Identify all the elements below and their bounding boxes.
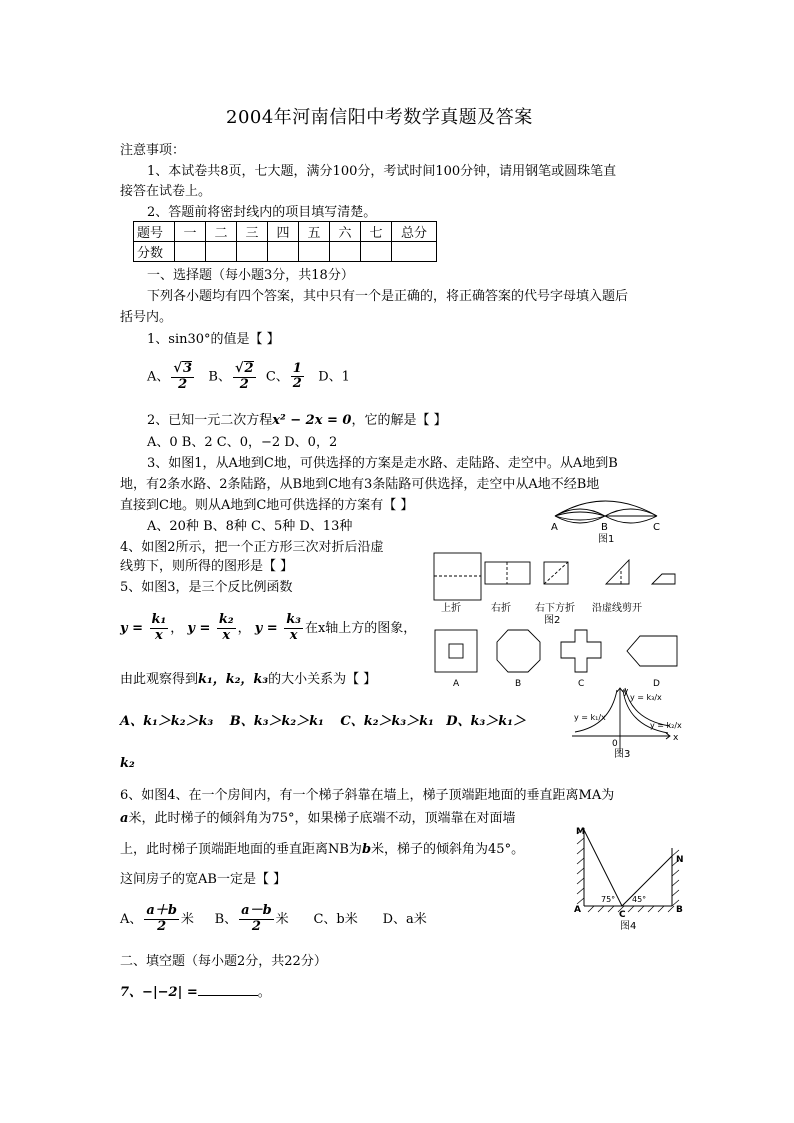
q3-line-1: 3、如图1，从A地到C地，可供选择的方案是走水路、走陆路、走空中。从A地到B — [147, 456, 618, 471]
option-c-shape — [561, 630, 601, 672]
q6-option-a-fraction — [144, 904, 179, 935]
route-path — [555, 516, 605, 523]
page-title: 2004年河南信阳中考数学真题及答案 — [226, 107, 533, 128]
q7-stem: 7、−|−2| = — [120, 985, 198, 1000]
q3-line-3: 直接到C地。则从A地到C地可供选择的方案有【 】 — [120, 498, 414, 513]
q5-line-1: 5、如图3，是三个反比例函数 — [120, 580, 293, 595]
fig1-caption: 图1 — [598, 534, 615, 545]
q4-line-1: 4、如图2所示，把一个正方形三次对折后沿虚 — [120, 540, 384, 555]
q5-fraction-k2 — [217, 613, 236, 644]
table-cell: 分数 — [134, 242, 175, 262]
fig4-caption: 图4 — [620, 921, 637, 932]
q6-line-1: 6、如图4、在一个房间内，有一个梯子斜靠在墙上，梯子顶端距地面的垂直距离MA为 — [120, 788, 615, 803]
fig2-option-d-label: D — [653, 679, 660, 689]
fig3-y-axis-label: y — [623, 687, 629, 697]
curve-k1 — [575, 690, 617, 732]
fig3-caption: 图3 — [614, 749, 631, 760]
q1-option-b-fraction: $\frac{√2}{2}$ — [234, 361, 254, 392]
fig2-option-c-label: C — [578, 679, 585, 689]
fig3-origin-label: 0 — [612, 739, 618, 749]
q6-b-denominator: 2 — [251, 918, 261, 934]
fig4-label-n: N — [676, 855, 684, 865]
q5-fraction-k1 — [150, 613, 169, 644]
q6-b-numerator: a－b — [241, 903, 272, 918]
q5-y1: y — [120, 620, 128, 636]
q1-option-a-label: A、 — [147, 369, 170, 385]
q7-end: 。 — [257, 985, 271, 1000]
q6-a-denominator: 2 — [157, 918, 167, 934]
section-1-heading: 一、选择题（每小题3分，共18分） — [147, 268, 354, 283]
q5-above-text: 在x轴上方的图象， — [304, 620, 417, 636]
option-b-shape — [497, 630, 540, 672]
fig2-step-3-label: 右下方折 — [535, 603, 575, 614]
section-1-instruction-2: 括号内。 — [120, 310, 173, 325]
route-path — [555, 501, 657, 516]
q6-line-2-text: 米，此时梯子的倾斜角为75°，如果梯子底端不动，顶端靠在对面墙 — [128, 811, 516, 826]
table-cell: 总分 — [392, 222, 437, 242]
q5-k3: k₃ — [286, 612, 301, 627]
q5-functions: y = $\frac{\text{k₁}}{x}$ ， y = $\frac{\text{k₂}}{x}$ ， y = $\frac{\text{k₃}}{x}$ 在x轴上方的图象， — [120, 612, 417, 643]
score-table — [133, 221, 437, 262]
fig1-label-b: B — [601, 522, 608, 533]
fig4-label-c: C — [619, 910, 626, 920]
q2-stem — [147, 414, 447, 427]
score-input-cell[interactable] — [299, 242, 330, 262]
q6-line-3-start: 上，此时梯子顶端距地面的垂直距离NB为 — [120, 842, 362, 857]
q6-a: a — [120, 811, 129, 826]
q1-options — [147, 361, 350, 393]
q1-option-c-label: C、 — [265, 369, 289, 385]
q5-k2: k₂ — [218, 612, 234, 627]
fig4-label-a: A — [574, 905, 581, 915]
q5-option-d-tail: k₂ — [120, 756, 135, 771]
q6-b: b — [361, 842, 372, 857]
q5-k1: k₁ — [151, 612, 167, 627]
fig4-angle-45: 45° — [632, 895, 647, 904]
q6-option-b-unit: 米 — [275, 911, 289, 927]
fig1-label-a: A — [551, 522, 558, 533]
q5-option-a: A、k₁＞k₂＞k₃ — [120, 714, 214, 729]
cut-result-shape — [652, 574, 675, 584]
q3-options: A、20种 B、8种 C、5种 D、13种 — [147, 519, 353, 534]
q6-line-3-end: 米，梯子的倾斜角为45°。 — [371, 842, 525, 857]
q5-line-3-end: 的大小关系为【 】 — [268, 672, 377, 687]
score-input-cell[interactable] — [175, 242, 206, 262]
q4-line-2: 线剪下，则所得的图形是【 】 — [120, 559, 294, 574]
figure-3 — [570, 684, 698, 760]
note-1-line-2: 接答在试卷上。 — [120, 184, 212, 199]
q5-option-b: B、k₃＞k₂＞k₁ — [229, 714, 324, 729]
q5-y2: y — [187, 620, 195, 636]
fig2-option-b-label: B — [515, 679, 522, 689]
fig3-label-y2: y = k₂/x — [650, 721, 682, 730]
q1-stem: 1、sin30°的值是【 】 — [147, 332, 280, 347]
fig4-label-m: M — [576, 827, 585, 837]
fig2-step-4-label: 沿虚线剪开 — [592, 603, 642, 614]
q5-option-d: D、k₃＞k₁＞ — [446, 714, 526, 729]
fig2-option-a-label: A — [453, 679, 460, 689]
q6-option-b-label: B、 — [214, 911, 238, 927]
figure-2 — [425, 548, 695, 693]
q6-a-numerator: a＋b — [146, 903, 177, 918]
figure-1 — [545, 500, 670, 550]
q1-b-radicand: 2 — [244, 361, 254, 376]
fold-step-2-shape — [485, 562, 530, 584]
q1-a-denominator: 2 — [178, 376, 188, 392]
q2-stem-start: 2、已知一元二次方程 — [147, 413, 273, 428]
figure-4 — [572, 822, 690, 937]
fold-line — [544, 562, 568, 584]
q5-ks: k₁，k₂，k₃ — [198, 672, 269, 687]
q6-line-4: 这间房子的宽AB一定是【 】 — [120, 872, 287, 887]
q6-option-a-label: A、 — [120, 911, 143, 927]
table-cell: 题号 — [134, 222, 175, 242]
q6-option-c: C、b米 — [313, 911, 358, 927]
table-cell: 七 — [361, 222, 392, 242]
table-cell: 四 — [268, 222, 299, 242]
q1-option-a-fraction: $\frac{√3}{2}$ — [173, 361, 192, 392]
score-table-header-row — [134, 222, 437, 242]
q6-options — [120, 904, 427, 935]
option-d-shape — [627, 636, 677, 666]
q1-b-denominator: 2 — [239, 376, 249, 392]
q7 — [120, 986, 271, 999]
q1-option-c-fraction — [291, 362, 304, 393]
score-input-cell[interactable] — [361, 242, 392, 262]
q5-fraction-k3 — [284, 613, 303, 644]
q5-option-c: C、k₂＞k₃＞k₁ — [340, 714, 434, 729]
route-path — [605, 516, 657, 523]
q2-equation: x² − 2x = 0 — [272, 413, 352, 428]
score-input-cell[interactable] — [392, 242, 437, 262]
table-cell: 三 — [237, 222, 268, 242]
fig2-caption: 图2 — [544, 615, 561, 626]
q7-answer-blank[interactable] — [198, 995, 258, 996]
q2-stem-end: ，它的解是【 】 — [351, 413, 447, 428]
q1-c-denominator: 2 — [292, 376, 302, 392]
q5-options — [120, 715, 526, 728]
section-2-heading: 二、填空题（每小题2分，共22分） — [120, 954, 327, 969]
route-path — [555, 509, 605, 516]
q5-x: x — [289, 627, 298, 643]
option-a-hole — [449, 644, 463, 658]
table-cell: 二 — [206, 222, 237, 242]
fig3-x-axis-label: x — [673, 733, 679, 743]
option-a-shape — [435, 630, 477, 672]
score-input-cell[interactable] — [330, 242, 361, 262]
q5-line-3-start: 由此观察得到 — [120, 672, 199, 687]
q6-option-d: D、a米 — [382, 911, 427, 927]
q2-options: A、0 B、2 C、0，−2 D、0，2 — [147, 435, 338, 450]
q5-line-3 — [120, 673, 376, 686]
notes-heading: 注意事项： — [120, 143, 186, 158]
fig3-label-y1: y = k₁/x — [574, 713, 606, 722]
q5-y3: y — [254, 620, 263, 636]
q5-x: x — [154, 627, 163, 643]
q1-option-b-label: B、 — [208, 369, 231, 385]
route-path — [605, 509, 657, 516]
fold-step-4-shape — [606, 560, 629, 584]
q1-option-d: D、1 — [318, 369, 350, 385]
q6-line-2 — [120, 812, 515, 825]
score-input-cell[interactable] — [237, 242, 268, 262]
q6-option-a-unit: 米 — [180, 911, 194, 927]
score-input-cell[interactable] — [206, 242, 237, 262]
q1-a-radicand: 3 — [182, 361, 192, 376]
ladder-position-2 — [622, 856, 672, 906]
q5-x: x — [222, 627, 231, 643]
q3-line-2: 地，有2条水路、2条陆路，从B地到C地有3条陆路可供选择，走空中从A地不经B地 — [120, 477, 600, 492]
score-input-cell[interactable] — [268, 242, 299, 262]
note-2: 2、答题前将密封线内的项目填写清楚。 — [147, 205, 377, 220]
fold-step-1-shape — [434, 553, 481, 600]
fig2-step-1-label: 上折 — [441, 603, 461, 614]
fig1-label-c: C — [653, 522, 660, 533]
q6-line-3 — [120, 843, 524, 856]
fig4-label-b: B — [676, 905, 683, 915]
fig2-step-2-label: 右折 — [491, 603, 511, 614]
score-table-score-row — [134, 242, 437, 262]
q6-option-b-fraction — [239, 904, 274, 935]
table-cell: 一 — [175, 222, 206, 242]
q1-c-numerator: 1 — [292, 360, 302, 376]
fig4-angle-75: 75° — [601, 895, 616, 904]
fig3-label-y3: y = k₃/x — [630, 693, 662, 702]
section-1-instruction-1: 下列各小题均有四个答案，其中只有一个是正确的，将正确答案的代号字母填入题后 — [147, 289, 629, 304]
table-cell: 六 — [330, 222, 361, 242]
note-1-line-1: 1、本试卷共8页，七大题，满分100分，考试时间100分钟，请用钢笔或圆珠笔直 — [147, 164, 617, 179]
table-cell: 五 — [299, 222, 330, 242]
